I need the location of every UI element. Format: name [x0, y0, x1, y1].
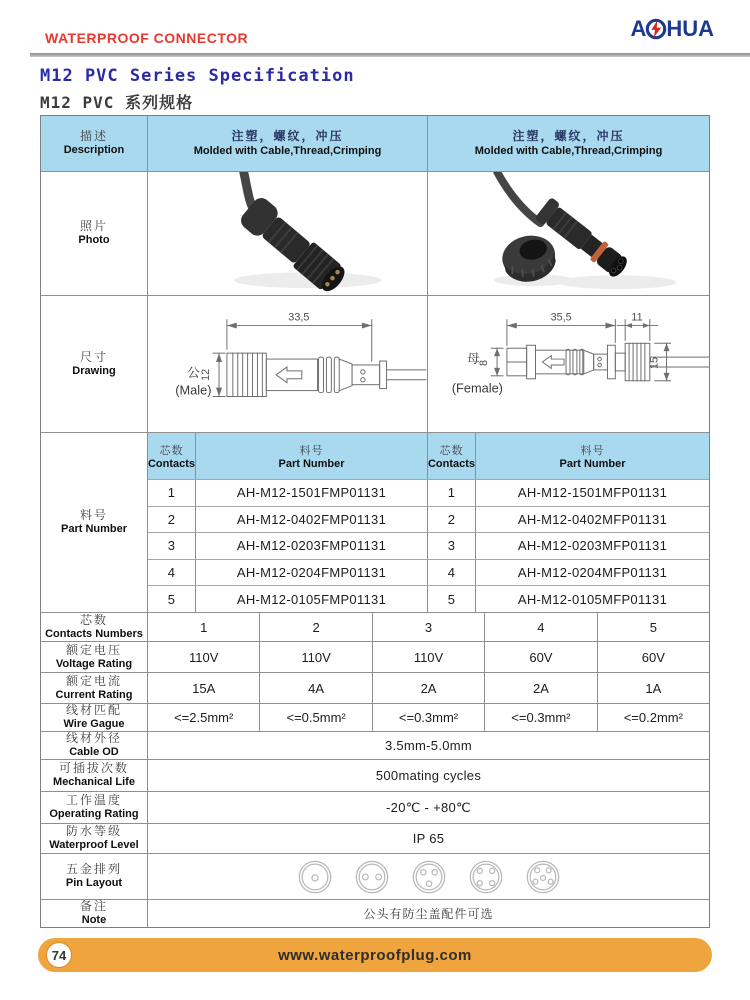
page-title: M12 PVC Series Specification [40, 66, 355, 86]
row-note: 备注 Note 公头有防尘盖配件可选 [41, 900, 709, 927]
drawing-label: 尺寸 Drawing [41, 296, 148, 432]
pin-layout-icon-1 [296, 858, 334, 896]
row-drawing [41, 296, 709, 433]
pin-layout-icon-2 [353, 858, 391, 896]
row-current-rating: 额定电流 Current Rating 15A 4A 2A 2A 1A [41, 673, 709, 704]
female-nut-length-dim: 11 [631, 311, 643, 324]
website-url: www.waterproofplug.com [278, 946, 472, 964]
description-female: 注塑，螺纹，冲压 Molded with Cable,Thread,Crimping [428, 116, 709, 171]
part-number-row: 2 AH-M12-0402FMP01131 2 AH-M12-0402MFP01131 [148, 506, 709, 533]
row-contacts-numbers: 芯数 Contacts Numbers 1 2 3 4 5 [41, 613, 709, 642]
cable-od-label: 线材外径 Cable OD [41, 732, 148, 759]
page-subtitle: M12 PVC 系列规格 [40, 93, 194, 112]
female-length-dim: 35,5 [550, 311, 572, 324]
row-voltage-rating: 额定电压 Voltage Rating 110V 110V 110V 60V 60V [41, 642, 709, 673]
operating-rating-label: 工作温度 Operating Rating [41, 792, 148, 823]
row-photo [41, 172, 709, 296]
row-cable-od: 线材外径 Cable OD 3.5mm-5.0mm [41, 732, 709, 760]
row-pin-layout [41, 854, 709, 900]
female-diameter-dim: 8 [478, 359, 491, 367]
description-label: 描述 Description [41, 116, 148, 171]
pin-layout-label: 五金排列 Pin Layout [41, 854, 148, 899]
header-divider [30, 53, 750, 57]
female-nut-diameter-dim: 15 [648, 356, 661, 370]
male-length-dim: 33,5 [288, 311, 310, 324]
description-male: 注塑，螺纹，冲压 Molded with Cable,Thread,Crimping [148, 116, 428, 171]
part-number-header: 芯数 Contacts 料号 Part Number 芯数 Contacts 料号 Part Number [148, 433, 709, 479]
male-photo-image [148, 172, 428, 295]
part-number-row: 3 AH-M12-0203FMP01131 3 AH-M12-0203MFP01131 [148, 532, 709, 559]
male-gender-zh: 公 [187, 364, 200, 380]
note-label: 备注 Note [41, 900, 148, 927]
row-operating-rating: 工作温度 Operating Rating -20℃ - +80℃ [41, 792, 709, 824]
logo-letters-hua: HUA [666, 16, 714, 41]
brand-label: WATERPROOF CONNECTOR [45, 30, 249, 46]
female-gender-zh: 母 [467, 351, 480, 367]
mechanical-life-label: 可插拔次数 Mechanical Life [41, 760, 148, 791]
pin-layout-icon-3 [410, 858, 448, 896]
spec-table [40, 115, 710, 928]
page-number-badge: 74 [46, 942, 72, 968]
photo-label: 照片 Photo [41, 172, 148, 295]
part-number-row: 4 AH-M12-0204FMP01131 4 AH-M12-0204MFP01131 [148, 559, 709, 586]
row-waterproof-level: 防水等级 Waterproof Level IP 65 [41, 824, 709, 854]
female-gender-en: (Female) [451, 380, 503, 396]
contacts-numbers-label: 芯数 Contacts Numbers [41, 613, 148, 641]
female-photo-image [428, 172, 711, 295]
voltage-rating-label: 额定电压 Voltage Rating [41, 642, 148, 672]
current-rating-label: 额定电流 Current Rating [41, 673, 148, 703]
waterproof-level-label: 防水等级 Waterproof Level [41, 824, 148, 853]
row-wire-gauge: 线材匹配 Wire Gague <=2.5mm² <=0.5mm² <=0.3mm² <=0.3mm² <=0.2mm² [41, 704, 709, 732]
female-drawing [428, 296, 711, 432]
part-number-table [148, 433, 709, 612]
row-description [41, 116, 709, 172]
wire-gauge-label: 线材匹配 Wire Gague [41, 704, 148, 731]
male-diameter-dim: 12 [200, 368, 213, 381]
pin-layout-icon-5 [524, 858, 562, 896]
logo-bolt-icon [645, 18, 667, 40]
part-number-label: 料号 Part Number [41, 433, 148, 612]
pin-layout-icon-4 [467, 858, 505, 896]
aohua-logo [630, 16, 714, 42]
male-gender-en: (Male) [175, 382, 212, 398]
part-number-row: 5 AH-M12-0105FMP01131 5 AH-M12-0105MFP01131 [148, 585, 709, 612]
footer-bar [38, 938, 712, 972]
row-part-number [41, 433, 709, 613]
male-drawing [148, 296, 428, 432]
part-number-row: 1 AH-M12-1501FMP01131 1 AH-M12-1501MFP01131 [148, 479, 709, 506]
logo-letter-a: A [630, 16, 647, 41]
row-mechanical-life: 可插拔次数 Mechanical Life 500mating cycles [41, 760, 709, 792]
pin-layout-diagrams [148, 854, 709, 899]
